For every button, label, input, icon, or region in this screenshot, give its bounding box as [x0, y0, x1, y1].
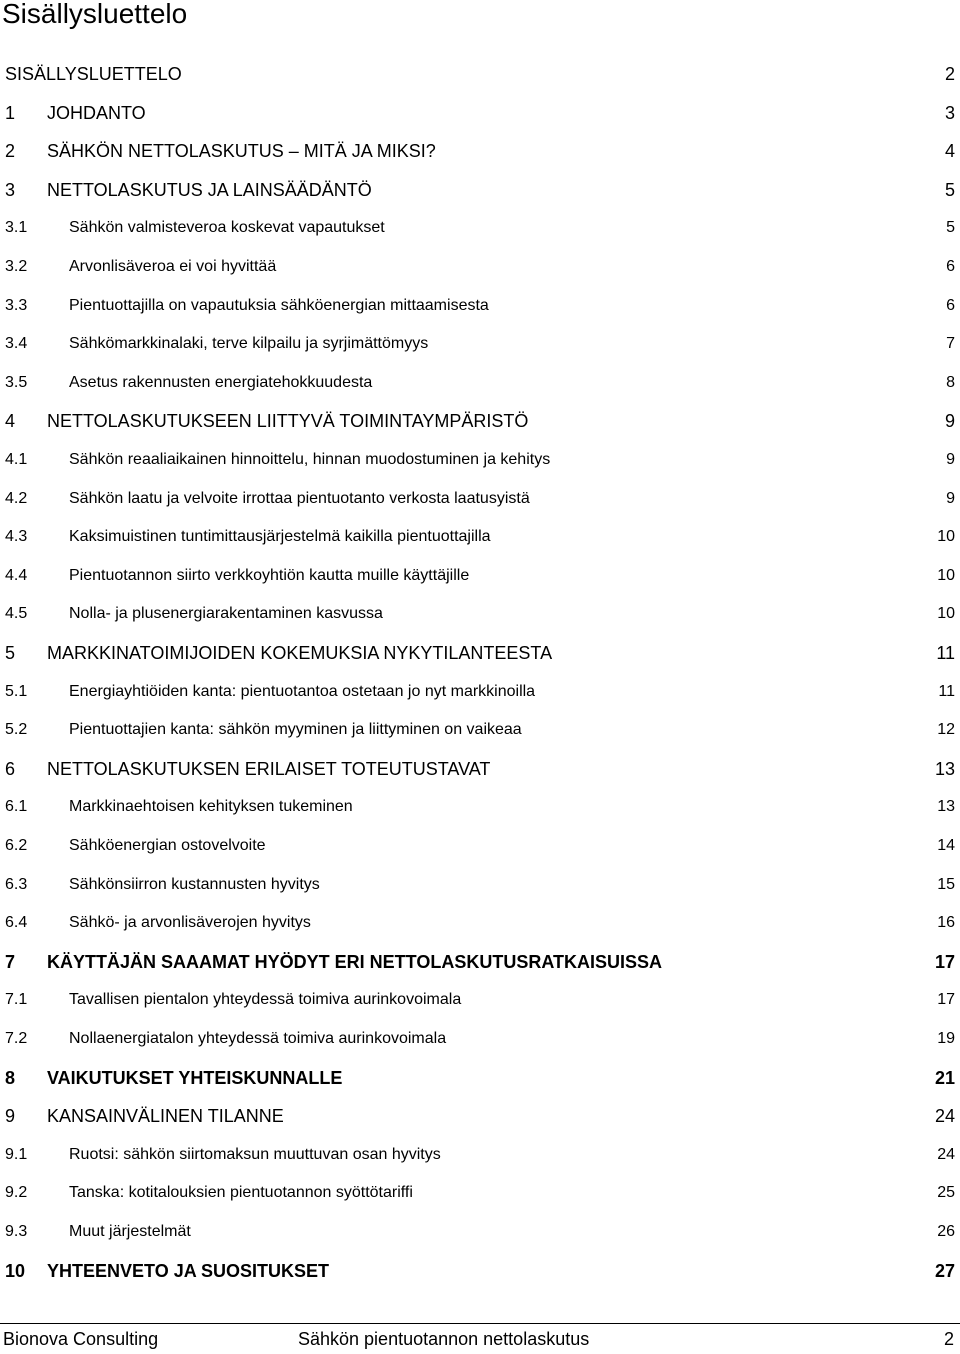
toc-entry-title: NETTOLASKUTUKSEN ERILAISET TOTEUTUSTAVAT	[47, 758, 491, 779]
toc-entry-title: Markkinaehtoisen kehityksen tukeminen	[69, 798, 353, 816]
toc-entry-page: 4	[944, 141, 955, 162]
toc-entry-title: Sähkön valmisteveroa koskevat vapautukset	[69, 219, 385, 237]
toc-entry-number: 7	[5, 951, 16, 972]
toc-entry-number: 9.2	[5, 1184, 28, 1202]
toc-entry-title: Kaksimuistinen tuntimittausjärjestelmä kaikilla pientuottajilla	[69, 528, 491, 546]
toc-entry[interactable]	[5, 873, 955, 897]
toc-entry-title: Nolla- ja plusenergiarakentaminen kasvussa	[69, 605, 383, 623]
toc-entry-number: 4.1	[5, 451, 28, 468]
toc-entry[interactable]	[5, 332, 955, 356]
toc-entry[interactable]	[5, 1066, 955, 1090]
page-footer	[0, 1323, 960, 1352]
toc-entry-number: 7.1	[5, 991, 28, 1009]
toc-entry-page: 11	[938, 682, 955, 700]
toc-entry[interactable]	[5, 757, 955, 781]
toc-entry[interactable]	[5, 564, 955, 588]
toc-entry-page: 3	[944, 102, 955, 123]
toc-entry-title: MARKKINATOIMIJOIDEN KOKEMUKSIA NYKYTILANTEESTA	[47, 643, 553, 663]
toc-entry[interactable]	[5, 680, 955, 704]
toc-entry-title: Asetus rakennusten energiatehokkuudesta	[69, 373, 373, 391]
toc-entry-page: 9	[946, 489, 955, 507]
toc-entry-page: 5	[944, 179, 955, 200]
toc-entry-page: 19	[937, 1030, 955, 1047]
toc-entry-title: Sähkö- ja arvonlisäverojen hyvitys	[69, 914, 311, 932]
toc-entry-title: Ruotsi: sähkön siirtomaksun muuttuvan osan hyvitys	[69, 1145, 441, 1163]
toc-entry[interactable]	[5, 834, 955, 858]
toc-entry-page: 21	[934, 1067, 955, 1088]
toc-entry-number: 3.5	[5, 373, 28, 391]
footer-document-title: Sähkön pientuotannon nettolaskutus	[298, 1329, 590, 1349]
toc-entry-number: 4.5	[5, 605, 28, 623]
toc-entry-title: SISÄLLYSLUETTELO	[5, 64, 182, 84]
toc-entry-number: 9	[5, 1106, 16, 1127]
toc-entry-title: YHTEENVETO JA SUOSITUKSET	[47, 1260, 330, 1281]
toc-entry-title: Sähkönsiirron kustannusten hyvitys	[69, 875, 320, 893]
toc-entry-page: 26	[937, 1223, 955, 1240]
toc-entry-page: 10	[937, 528, 955, 546]
toc-entry[interactable]	[5, 602, 955, 626]
footer-page-number: 2	[943, 1329, 954, 1349]
toc-entry-title: Arvonlisäveroa ei voi hyvittää	[69, 258, 277, 275]
toc-entry-number: 6.2	[5, 837, 28, 854]
toc-entry-number: 3.4	[5, 335, 28, 353]
toc-entry-title: KANSAINVÄLINEN TILANNE	[47, 1106, 284, 1127]
toc-entry[interactable]	[5, 1181, 955, 1205]
toc-entry-page: 10	[937, 605, 955, 623]
toc-entry-title: Muut järjestelmät	[69, 1223, 191, 1240]
toc-entry[interactable]	[5, 216, 955, 240]
toc-entry[interactable]	[5, 950, 955, 974]
toc-entry-page: 8	[946, 373, 955, 391]
toc-entry-page: 2	[944, 64, 955, 84]
toc-entry-number: 5	[5, 643, 16, 663]
toc-entry-page: 7	[946, 335, 955, 353]
toc-entry-page: 24	[937, 1145, 955, 1163]
toc-entry-number: 4.3	[5, 528, 28, 546]
toc-entry[interactable]	[5, 139, 955, 163]
toc-entry-title: Nollaenergiatalon yhteydessä toimiva aurinkovoimala	[69, 1030, 447, 1047]
toc-entry[interactable]	[5, 525, 955, 549]
toc-entry-number: 4	[5, 411, 16, 432]
toc-entry[interactable]	[5, 487, 955, 511]
toc-entry-page: 13	[934, 758, 955, 779]
toc-entry[interactable]	[5, 101, 955, 125]
toc-entry-page: 25	[937, 1184, 955, 1202]
toc-entry-title: Sähköenergian ostovelvoite	[69, 837, 266, 854]
toc-entry[interactable]	[5, 178, 955, 202]
toc-entry-number: 8	[5, 1067, 16, 1088]
toc-entry[interactable]	[5, 641, 955, 665]
toc-entry-page: 9	[946, 451, 955, 468]
toc-entry-number: 4.4	[5, 566, 28, 584]
toc-entry[interactable]	[5, 911, 955, 935]
toc-entry-number: 2	[5, 141, 16, 162]
toc-entry-number: 3.3	[5, 296, 28, 314]
toc-entry-title: KÄYTTÄJÄN SAAAMAT HYÖDYT ERI NETTOLASKUTUSRATKAISUISSA	[47, 951, 663, 972]
toc-entry-number: 10	[5, 1260, 26, 1281]
toc-entry[interactable]	[5, 718, 955, 742]
toc-entry-number: 7.2	[5, 1030, 28, 1047]
toc-entry-page: 17	[937, 991, 955, 1009]
toc-entry-page: 12	[937, 721, 955, 739]
toc-entry-number: 3.1	[5, 219, 28, 237]
toc-entry-number: 3	[5, 179, 16, 200]
toc-entry-title: Tavallisen pientalon yhteydessä toimiva aurinkovoimala	[69, 991, 462, 1009]
toc-entry-title: Pientuottajilla on vapautuksia sähköenergian mittaamisesta	[69, 296, 489, 314]
toc-entry-page: 16	[937, 914, 955, 932]
toc-entry[interactable]	[5, 62, 955, 86]
toc-entry-title: NETTOLASKUTUKSEEN LIITTYVÄ TOIMINTAYMPÄRISTÖ	[47, 411, 529, 432]
toc-entry[interactable]	[5, 1259, 955, 1283]
toc-entry-title: Tanska: kotitalouksien pientuotannon syöttötariffi	[69, 1184, 413, 1202]
toc-entry-title: SÄHKÖN NETTOLASKUTUS – MITÄ JA MIKSI?	[47, 141, 436, 162]
page-title: Sisällysluettelo	[2, 0, 188, 29]
toc-entry-number: 5.2	[5, 721, 28, 739]
toc-entry-page: 6	[946, 258, 955, 275]
toc-entry-number: 4.2	[5, 489, 28, 507]
toc-entry-title: Pientuottajien kanta: sähkön myyminen ja liittyminen on vaikeaa	[69, 721, 522, 739]
toc-entry-page: 24	[934, 1106, 955, 1127]
footer-company: Bionova Consulting	[3, 1329, 159, 1349]
toc-entry-page: 10	[937, 566, 955, 584]
toc-entry[interactable]	[5, 371, 955, 395]
toc-entry-page: 6	[946, 296, 955, 314]
toc-entry-page: 13	[937, 798, 955, 816]
toc-entry[interactable]	[5, 795, 955, 819]
toc-entry-number: 6	[5, 758, 16, 779]
toc-entry-page: 11	[936, 643, 955, 663]
toc-entry[interactable]	[5, 1027, 955, 1051]
toc-entry-title: Sähkön reaaliaikainen hinnoittelu, hinnan muodostuminen ja kehitys	[69, 451, 551, 468]
toc-entry[interactable]	[5, 1143, 955, 1167]
toc-entry-title: VAIKUTUKSET YHTEISKUNNALLE	[47, 1067, 343, 1088]
toc-entry-number: 1	[5, 102, 16, 123]
toc-entry-title: JOHDANTO	[47, 102, 146, 123]
toc-entry-number: 9.3	[5, 1223, 28, 1240]
toc-entry[interactable]	[5, 409, 955, 433]
toc-entry-page: 27	[934, 1260, 955, 1281]
toc-entry[interactable]	[5, 988, 955, 1012]
toc-entry-page: 14	[937, 837, 955, 854]
toc-entry-number: 6.3	[5, 875, 28, 893]
toc-entry[interactable]	[5, 448, 955, 472]
toc-entry-number: 6.4	[5, 914, 28, 932]
toc-entry-page: 17	[934, 951, 955, 972]
toc-entry-page: 5	[946, 219, 955, 237]
toc-entry-title: Pientuotannon siirto verkkoyhtiön kautta muille käyttäjille	[69, 566, 470, 584]
toc-entry[interactable]	[5, 294, 955, 318]
toc-entry-number: 6.1	[5, 798, 28, 816]
toc-entry-page: 9	[944, 411, 955, 432]
toc-entry-title: Sähkön laatu ja velvoite irrottaa pientuotanto verkosta laatusyistä	[69, 489, 530, 507]
toc-entry-title: Sähkömarkkinalaki, terve kilpailu ja syrjimättömyys	[69, 335, 429, 353]
toc-entry[interactable]	[5, 1104, 955, 1128]
toc-entry-number: 3.2	[5, 258, 28, 275]
toc-entry[interactable]	[5, 255, 955, 279]
toc-entry-number: 5.1	[5, 682, 28, 700]
toc-entry-page: 15	[937, 875, 955, 893]
toc-entry-number: 9.1	[5, 1145, 28, 1163]
toc-entry-title: Energiayhtiöiden kanta: pientuotantoa ostetaan jo nyt markkinoilla	[69, 682, 536, 700]
toc-entry-title: NETTOLASKUTUS JA LAINSÄÄDÄNTÖ	[47, 179, 372, 200]
toc-entry[interactable]	[5, 1220, 955, 1244]
